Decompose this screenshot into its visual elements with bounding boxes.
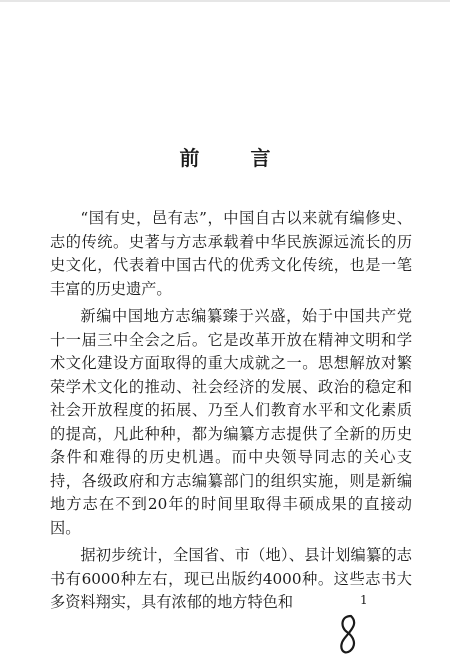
- body-text: [50, 207, 412, 619]
- handwritten-number-mark: [333, 612, 363, 656]
- paragraph-3: 据初步统计，全国省、市（地）、县计划编纂的志书有6000种左右，现已出版约4000种。这些志书大多资料翔实，具有浓郁的地方特色和: [50, 546, 412, 611]
- paragraph-1: “国有史，邑有志”，中国自古以来就有编修史、志的传统。史著与方志承载着中华民族源远流长的历史文化，代表着中国古代的优秀文化传统，也是一笔丰富的历史遗产。: [50, 209, 412, 298]
- page-title: 前 言: [179, 146, 293, 170]
- page-number: 1: [360, 593, 368, 607]
- paragraph-2: 新编中国地方志编纂臻于兴盛，始于中国共产党十一届三中全会之后。它是改革开放在精神文明和学术文化建设方面取得的重大成就之一。思想解放对繁荣学术文化的推动、社会经济的发展、政治的稳定和社会开放程度的拓展、乃至人们教育水平和文化素质的提高，凡此种种，都为编纂方志提供了全新的历史条件和难得的历史机遇。而中央领导同志的关心支持，各级政府和方志编纂部门的组织实施，则是新编地方志在不到20年的时间里取得丰硕成果的直接动因。: [50, 307, 412, 537]
- scan-edge: [0, 0, 450, 2]
